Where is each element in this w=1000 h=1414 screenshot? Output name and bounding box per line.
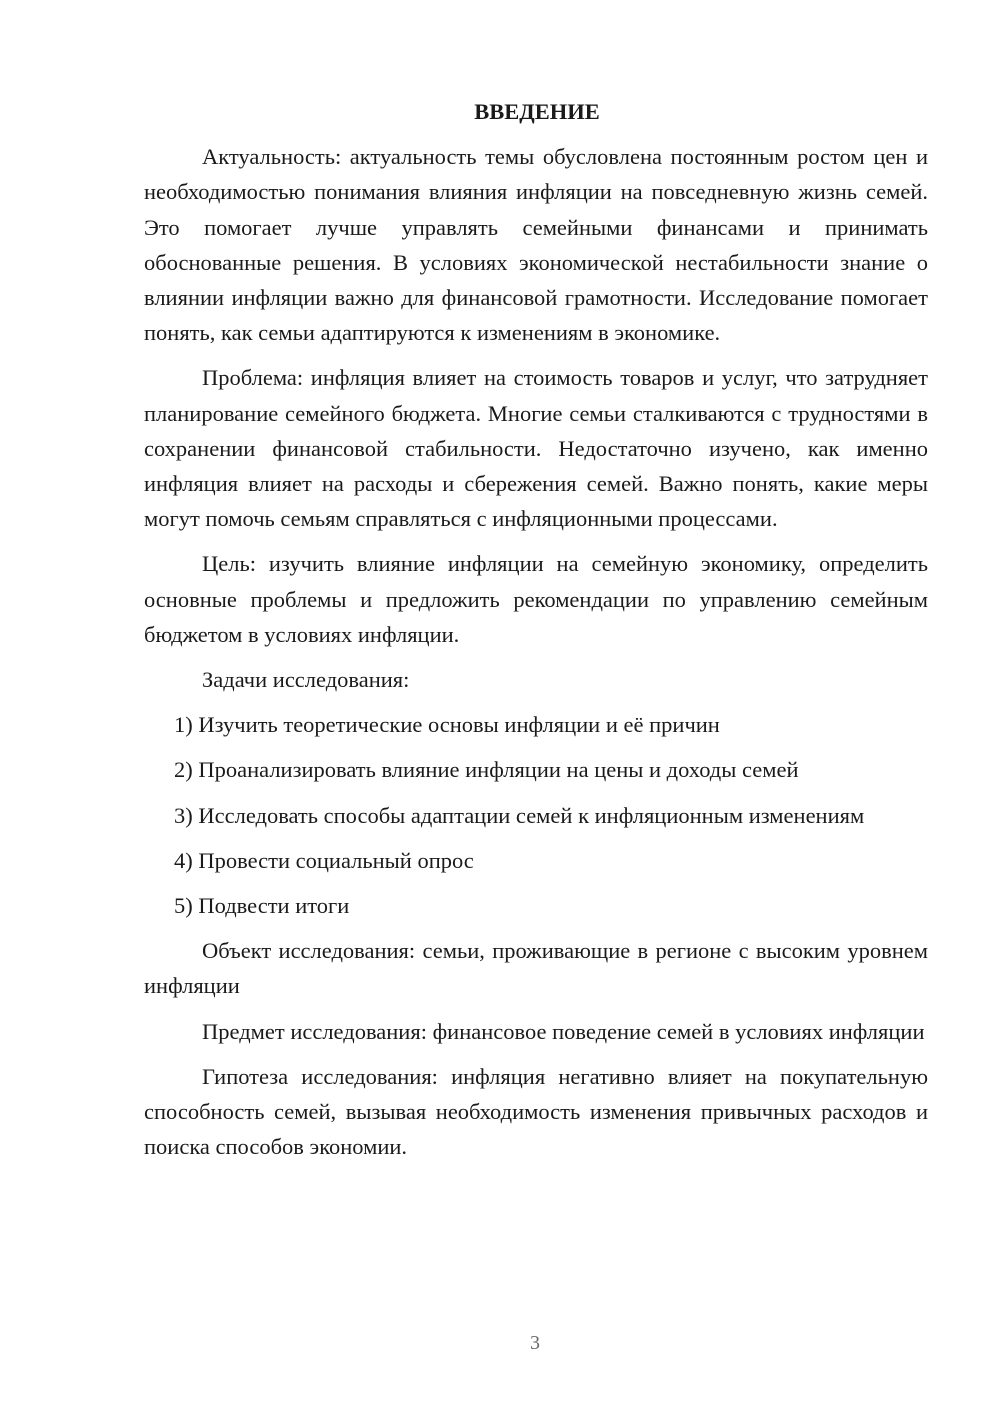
page-title: ВВЕДЕНИЕ — [474, 99, 600, 124]
list-item-task-1: 1) Изучить теоретические основы инфляции и её причин — [174, 712, 720, 738]
paragraph-goal: Цель: изучить влияние инфляции на семейную экономику, определить основные проблемы и предложить рекомендации по управлению семейным бюджетом в условиях инфляции. — [144, 551, 928, 647]
paragraph-relevance: Актуальность: актуальность темы обусловлена постоянным ростом цен и необходимостью понимания влияния инфляции на повседневную жизнь семей. Это помогает лучше управлять семейными финансами и принимать обоснованные решения. В условиях экономической нестабильности знание о влиянии инфляции важно для финансовой грамотности. Исследование помогает понять, как семьи адаптируются к изменениям в экономике. — [144, 144, 928, 346]
paragraph-object: Объект исследования: семьи, проживающие в регионе с высоким уровнем инфляции — [144, 938, 928, 999]
paragraph-problem: Проблема: инфляция влияет на стоимость товаров и услуг, что затрудняет планирование семейного бюджета. Многие семьи сталкиваются с трудностями в сохранении финансовой стабильности. Недостаточно изучено, как именно инфляция влияет на расходы и сбережения семей. Важно понять, какие меры могут помочь семьям справляться с инфляционными процессами. — [144, 365, 928, 532]
page-content — [144, 94, 928, 1174]
list-item-task-3: 3) Исследовать способы адаптации семей к инфляционным изменениям — [174, 802, 865, 828]
list-item-task-5: 5) Подвести итоги — [174, 893, 350, 919]
tasks-heading: Задачи исследования: — [202, 667, 410, 693]
list-item-task-4: 4) Провести социальный опрос — [174, 847, 474, 873]
paragraph-hypothesis: Гипотеза исследования: инфляция негативно влияет на покупательную способность семей, вызывая необходимость изменения привычных расходов и поиска способов экономии. — [144, 1063, 928, 1160]
paragraph-subject: Предмет исследования: финансовое поведение семей в условиях инфляции — [202, 1018, 925, 1044]
list-item-task-2: 2) Проанализировать влияние инфляции на цены и доходы семей — [174, 757, 799, 783]
page-number: 3 — [530, 1332, 540, 1354]
